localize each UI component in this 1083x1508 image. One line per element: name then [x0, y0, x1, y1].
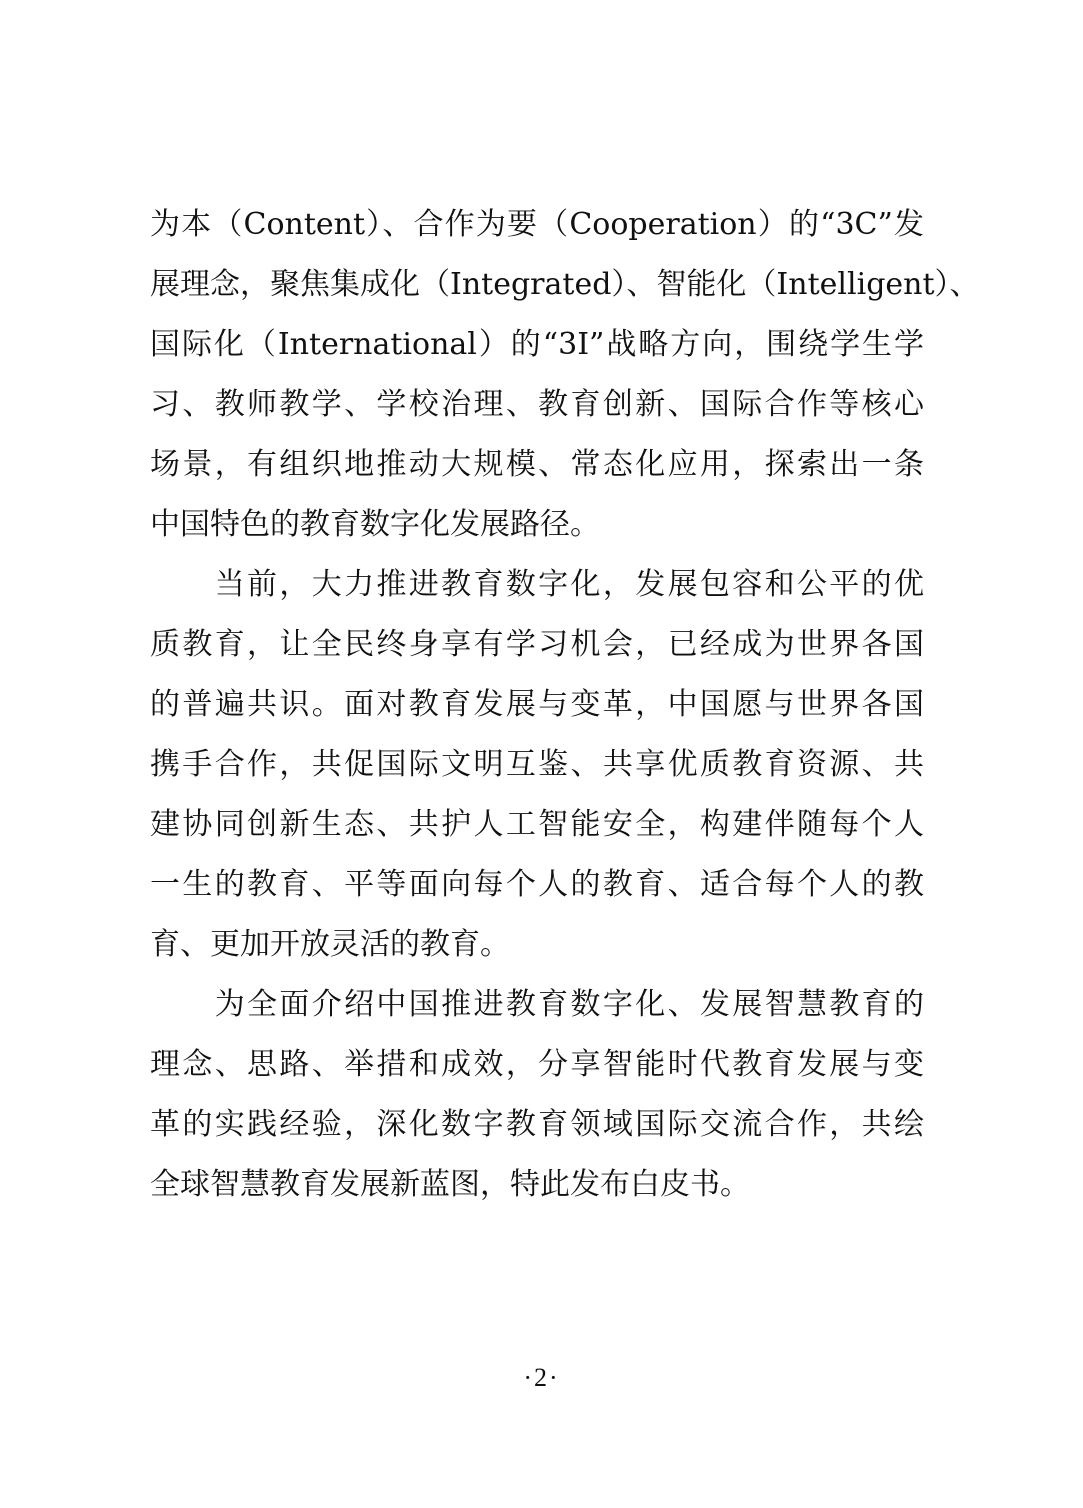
text-line: 全球智慧教育发展新蓝图，特此发布白皮书。 — [150, 1167, 750, 1202]
text-line: 质教育，让全民终身享有学习机会，已经成为世界各国 — [150, 627, 924, 662]
text-line: 中国特色的教育数字化发展路径。 — [150, 507, 600, 542]
body-text — [150, 195, 980, 1215]
text-line: 革的实践经验，深化数字教育领域国际交流合作，共绘 — [150, 1107, 924, 1142]
text-line: 展理念，聚焦集成化（Integrated）、智能化（Intelligent）、 — [150, 267, 980, 302]
text-line: 国际化（International）的“3I”战略方向，围绕学生学 — [150, 327, 924, 362]
text-line: 习、教师教学、学校治理、教育创新、国际合作等核心 — [150, 387, 924, 422]
text-line: 携手合作，共促国际文明互鉴、共享优质教育资源、共 — [150, 747, 924, 782]
text-line: 为本（Content）、合作为要（Cooperation）的“3C”发 — [150, 207, 924, 242]
text-line: 育、更加开放灵活的教育。 — [150, 927, 510, 962]
text-line: 场景，有组织地推动大规模、常态化应用，探索出一条 — [150, 447, 924, 482]
text-line: 为全面介绍中国推进教育数字化、发展智慧教育的 — [150, 987, 924, 1022]
text-line: 建协同创新生态、共护人工智能安全，构建伴随每个人 — [150, 807, 924, 842]
text-line: 一生的教育、平等面向每个人的教育、适合每个人的教 — [150, 867, 924, 902]
page-number: ·2· — [523, 1363, 560, 1392]
text-line: 当前，大力推进教育数字化，发展包容和公平的优 — [150, 567, 924, 602]
text-line: 的普遍共识。面对教育发展与变革，中国愿与世界各国 — [150, 687, 924, 722]
text-line: 理念、思路、举措和成效，分享智能时代教育发展与变 — [150, 1047, 924, 1082]
